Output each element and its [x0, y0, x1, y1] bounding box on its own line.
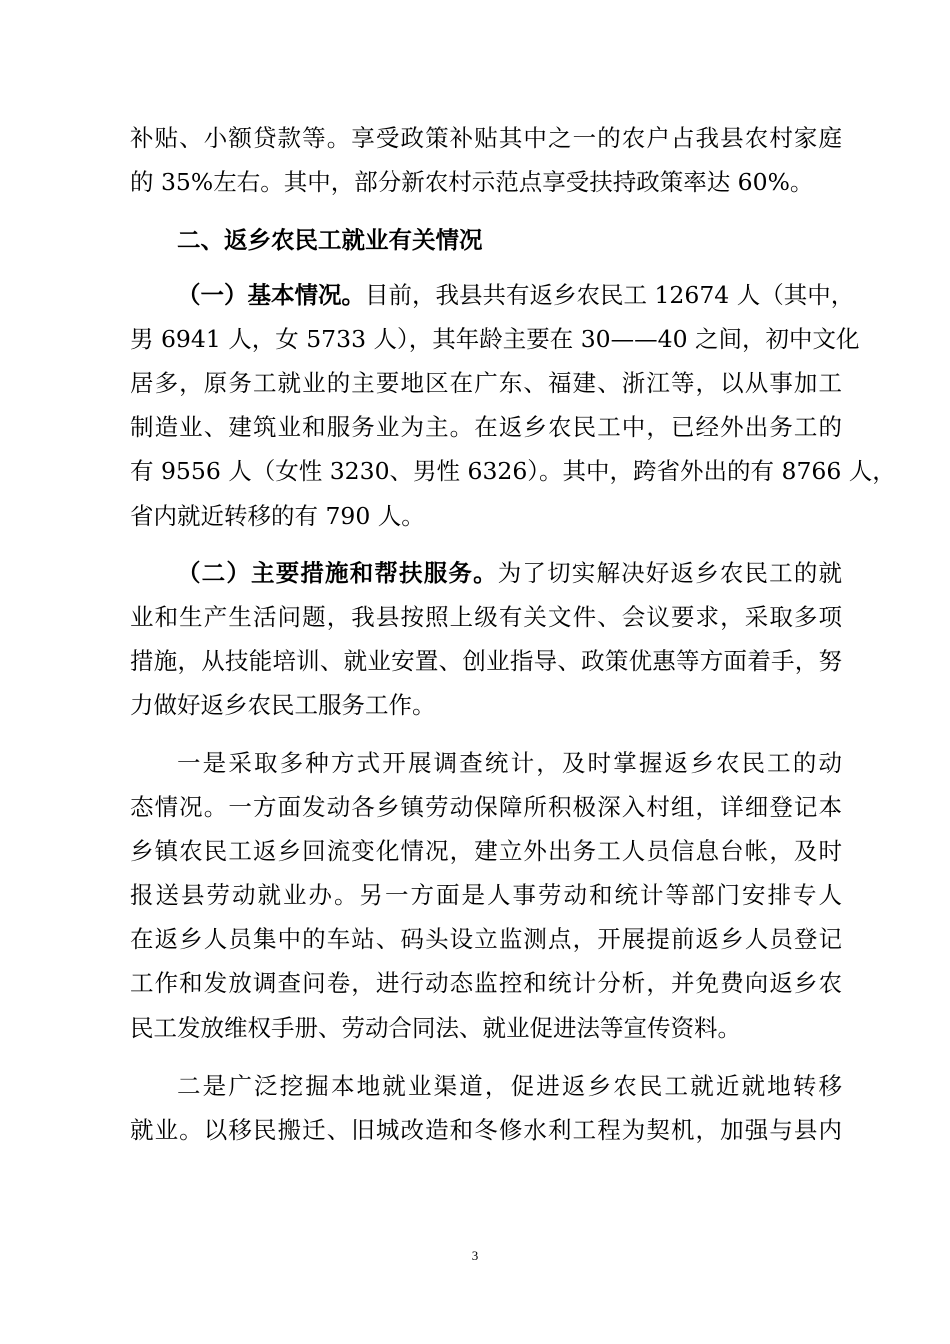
paragraph-line: 二是广泛挖掘本地就业渠道，促进返乡农民工就近就地转移 — [177, 1072, 842, 1100]
paragraph-line: 制造业、建筑业和服务业为主。在返乡农民工中，已经外出务工的 — [130, 413, 842, 441]
paragraph-line: 补贴、小额贷款等。享受政策补贴其中之一的农户占我县农村家庭 — [130, 124, 842, 152]
paragraph-line: 省内就近转移的有 790 人。 — [130, 502, 425, 530]
paragraph-line — [130, 273, 855, 317]
paragraph-line: 一是采取多种方式开展调查统计，及时掌握返乡农民工的动 — [177, 749, 842, 777]
paragraph-text: 为了切实解决好返乡农民工的就 — [497, 559, 842, 587]
paragraph-line: 报送县劳动就业办。另一方面是人事劳动和统计等部门安排专人 — [130, 881, 842, 909]
paragraph-line: 力做好返乡农民工服务工作。 — [130, 691, 436, 719]
subsection-lead-measures: （二）主要措施和帮扶服务。 — [177, 559, 498, 587]
section-heading: 二、返乡农民工就业有关情况 — [177, 226, 483, 254]
paragraph-line: 男 6941 人，女 5733 人），其年龄主要在 30——40 之间，初中文化 — [130, 325, 860, 353]
paragraph-line: 就业。以移民搬迁、旧城改造和冬修水利工程为契机，加强与县内 — [130, 1116, 842, 1144]
paragraph-line: 居多，原务工就业的主要地区在广东、福建、浙江等，以从事加工 — [130, 369, 842, 397]
paragraph-line: 态情况。一方面发动各乡镇劳动保障所积极深入村组，详细登记本 — [130, 793, 842, 821]
paragraph-line: 有 9556 人（女性 3230、男性 6326）。其中，跨省外出的有 8766 人， — [130, 457, 896, 485]
paragraph-line — [130, 551, 842, 595]
paragraph-line: 业和生产生活问题，我县按照上级有关文件、会议要求，采取多项 — [130, 603, 842, 631]
page-number: 3 — [471, 1248, 479, 1263]
paragraph-line: 的 35%左右。其中，部分新农村示范点享受扶持政策率达 60%。 — [130, 168, 814, 196]
subsection-lead-basic: （一）基本情况。 — [177, 281, 365, 309]
paragraph-line: 乡镇农民工返乡回流变化情况，建立外出务工人员信息台帐，及时 — [130, 837, 842, 865]
paragraph-text: 目前，我县共有返乡农民工 12674 人（其中， — [365, 281, 855, 309]
paragraph-line: 民工发放维权手册、劳动合同法、就业促进法等宣传资料。 — [130, 1014, 741, 1042]
paragraph-line: 在返乡人员集中的车站、码头设立监测点，开展提前返乡人员登记 — [130, 925, 842, 953]
paragraph-line: 措施，从技能培训、就业安置、创业指导、政策优惠等方面着手，努 — [130, 647, 842, 675]
paragraph-line: 工作和发放调查问卷，进行动态监控和统计分析，并免费向返乡农 — [130, 969, 842, 997]
